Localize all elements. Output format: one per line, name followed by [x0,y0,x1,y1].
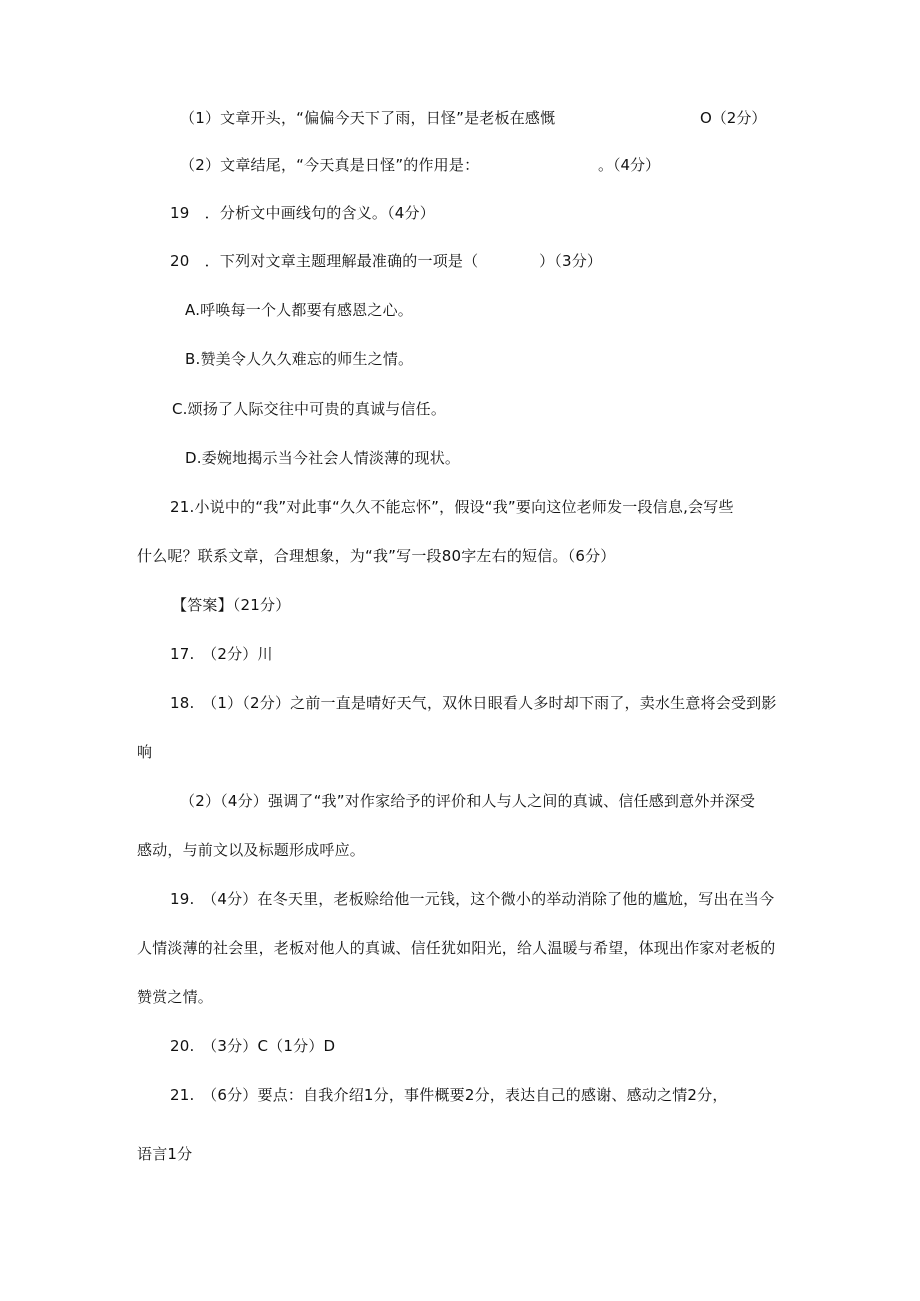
option-b: B.赞美令人久久难忘的师生之情。 [185,350,414,368]
answer-18-line-1: 18. （1）（2分）之前一直是晴好天气，双休日眼看人多时却下雨了，卖水生意将会受到影 [170,694,777,712]
option-a: A.呼唤每一个人都要有感恩之心。 [185,301,413,319]
question-21-line-2: 什么呢？联系文章，合理想象，为“我”写一段80字左右的短信。（6分） [137,547,616,565]
answer-17: 17. （2分）川 [170,645,273,663]
question-21-line-1: 21.小说中的“我”对此事“久久不能忘怀”，假设“我”要向这位老师发一段信息,会写些 [170,498,734,516]
option-c: C.颂扬了人际交往中可贵的真诚与信任。 [172,400,447,418]
answer-19-line-1: 19. （4分）在冬天里，老板赊给他一元钱，这个微小的举动消除了他的尴尬，写出在当今 [170,890,775,908]
answer-19-line-3: 赞赏之情。 [137,988,214,1006]
answer-18-line-2: 响 [137,743,153,761]
answer-21-line-2: 语言1分 [137,1145,193,1163]
question-18-part-2: （2）文章结尾，“今天真是日怪”的作用是： [180,156,480,174]
answer-18-line-4: 感动，与前文以及标题形成呼应。 [137,841,366,859]
answer-header: 【答案】（21分） [172,596,291,614]
question-20: 20 ．下列对文章主题理解最准确的一项是（ ）（3分） [170,252,603,270]
answer-18-line-3: （2）（4分）强调了“我”对作家给予的评价和人与人之间的真诚、信任感到意外并深受 [180,792,756,810]
question-18-part-2-score: 。（4分） [598,156,661,174]
answer-21-line-1: 21. （6分）要点：自我介绍1分，事件概要2分，表达自己的感谢、感动之情2分， [170,1086,728,1104]
question-18-part-1-score: O（2分） [700,109,767,127]
answer-19-line-2: 人情淡薄的社会里，老板对他人的真诚、信任犹如阳光，给人温暖与希望，体现出作家对老板的 [137,939,776,957]
option-d: D.委婉地揭示当今社会人情淡薄的现状。 [185,449,461,467]
question-18-part-1: （1）文章开头，“偏偏今天下了雨，日怪”是老板在感慨 [180,109,556,127]
answer-20: 20. （3分）C（1分）D [170,1037,336,1055]
question-19: 19 ．分析文中画线句的含义。（4分） [170,204,435,222]
